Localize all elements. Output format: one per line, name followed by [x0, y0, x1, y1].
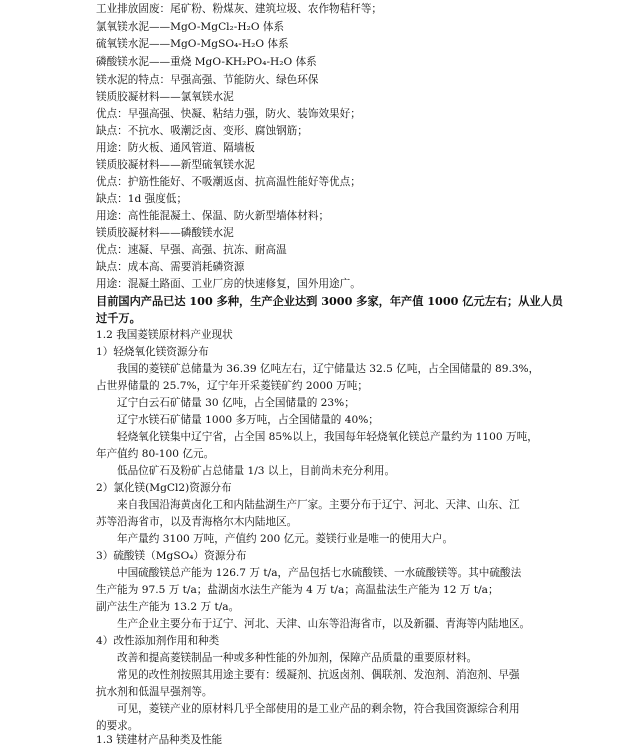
- text-line: 缺点：不抗水、吸潮泛卤、变形、腐蚀钢筋；: [96, 125, 308, 137]
- paragraph-line: 轻烧氧化镁集中辽宁省，占全国 85%以上，我国每年轻烧氧化镁总产量约为 1100 万吨，: [117, 431, 538, 443]
- paragraph-line: 我国的菱镁矿总储量为 36.39 亿吨左右，辽宁储量达 32.5 亿吨，占全国储量的 89.3%，: [117, 363, 540, 375]
- paragraph-line: 苏等沿海省市，以及青海格尔木内陆地区。: [96, 516, 298, 528]
- paragraph-line: 低品位矿石及粉矿占总储量 1/3 以上，目前尚未充分利用。: [117, 465, 396, 477]
- text-line: 优点：早强高强、快凝、粘结力强，防火、装饰效果好；: [96, 108, 361, 120]
- subsection-heading: 2）氯化镁(MgCl2)资源分布: [96, 482, 232, 494]
- section-heading: 1.2 我国菱镁原材料产业现状: [96, 329, 233, 341]
- paragraph-line: 生产企业主要分布于辽宁、河北、天津、山东等沿海省市，以及新疆、青海等内陆地区。: [117, 618, 531, 630]
- paragraph-line: 副产法生产能为 13.2 万 t/a。: [96, 601, 240, 613]
- text-line: 镁质胶凝材料——新型硫氧镁水泥: [96, 159, 255, 171]
- text-line: 优点：速凝、早强、高强、抗冻、耐高温: [96, 244, 287, 256]
- paragraph-line: 抗水剂和低温早强剂等。: [96, 686, 213, 698]
- paragraph-line: 辽宁白云石矿储量 30 亿吨，占全国储量的 23%；: [117, 397, 355, 409]
- subsection-heading: 3）硫酸镁（MgSO₄）资源分布: [96, 550, 247, 562]
- paragraph-line: 年产量约 3100 万吨，产值约 200 亿元。菱镁行业是唯一的使用大户。: [117, 533, 454, 545]
- text-line: 缺点：成本高、需要消耗磷资源: [96, 261, 245, 273]
- text-line: 缺点：1d 强度低；: [96, 193, 188, 205]
- paragraph-line: 可见，菱镁产业的原材料几乎全部使用的是工业产品的剩余物，符合我国资源综合利用: [117, 703, 520, 715]
- section-heading: 1.3 镁建材产品种类及性能: [96, 734, 223, 746]
- text-line: 氯氧镁水泥——MgO-MgCl₂-H₂O 体系: [96, 21, 285, 33]
- bold-statement-line: 目前国内产品已达 100 多种，生产企业达到 3000 多家，年产值 1000 亿元左右；从业人员: [96, 294, 563, 308]
- text-line: 磷酸镁水泥——重烧 MgO-KH₂PO₄-H₂O 体系: [96, 56, 317, 68]
- paragraph-line: 来自我国沿海黄卤化工和内陆盐湖生产厂家。主要分布于辽宁、河北、天津、山东、江: [117, 499, 520, 511]
- text-line: 用途：混凝土路面、工业厂房的快速修复，国外用途广。: [96, 278, 361, 290]
- subsection-heading: 4）改性添加剂作用和种类: [96, 635, 220, 647]
- paragraph-line: 生产能为 97.5 万 t/a；盐湖卤水法生产能为 4 万 t/a；高温盐法生产能为 12 万 t/a；: [96, 584, 499, 596]
- paragraph-line: 的要求。: [96, 720, 139, 732]
- text-line: 用途：防火板、通风管道、隔墙板: [96, 142, 255, 154]
- paragraph-line: 改善和提高菱镁制品一种或多种性能的外加剂，保障产品质量的重要原材料。: [117, 652, 478, 664]
- text-line: 镁质胶凝材料——磷酸镁水泥: [96, 227, 234, 239]
- text-line: 硫氧镁水泥——MgO-MgSO₄-H₂O 体系: [96, 38, 289, 50]
- text-line: 工业排放固废：尾矿粉、粉煤灰、建筑垃圾、农作物秸秆等；: [96, 3, 383, 15]
- text-line: 用途：高性能混凝土、保温、防火新型墙体材料；: [96, 210, 330, 222]
- bold-statement-line: 过千万。: [96, 311, 141, 325]
- text-line: 镁质胶凝材料——氯氧镁水泥: [96, 91, 234, 103]
- text-line: 镁水泥的特点：早强高强、节能防火、绿色环保: [96, 74, 319, 86]
- text-line: 优点：护筋性能好、不吸潮返卤、抗高温性能好等优点；: [96, 176, 361, 188]
- paragraph-line: 中国硫酸镁总产能为 126.7 万 t/a，产品包括七水硫酸镁、一水硫酸镁等。其中硫酸法: [117, 567, 522, 579]
- paragraph-line: 占世界储量的 25.7%，辽宁年开采菱镁矿约 2000 万吨；: [96, 380, 368, 392]
- paragraph-line: 常见的改性剂按照其用途主要有：缓凝剂、抗返卤剂、偶联剂、发泡剂、消泡剂、早强: [117, 669, 520, 681]
- paragraph-line: 年产值约 80-100 亿元。: [96, 448, 215, 460]
- paragraph-line: 辽宁水镁石矿储量 1000 多万吨，占全国储量的 40%；: [117, 414, 379, 426]
- subsection-heading: 1）轻烧氧化镁资源分布: [96, 346, 209, 358]
